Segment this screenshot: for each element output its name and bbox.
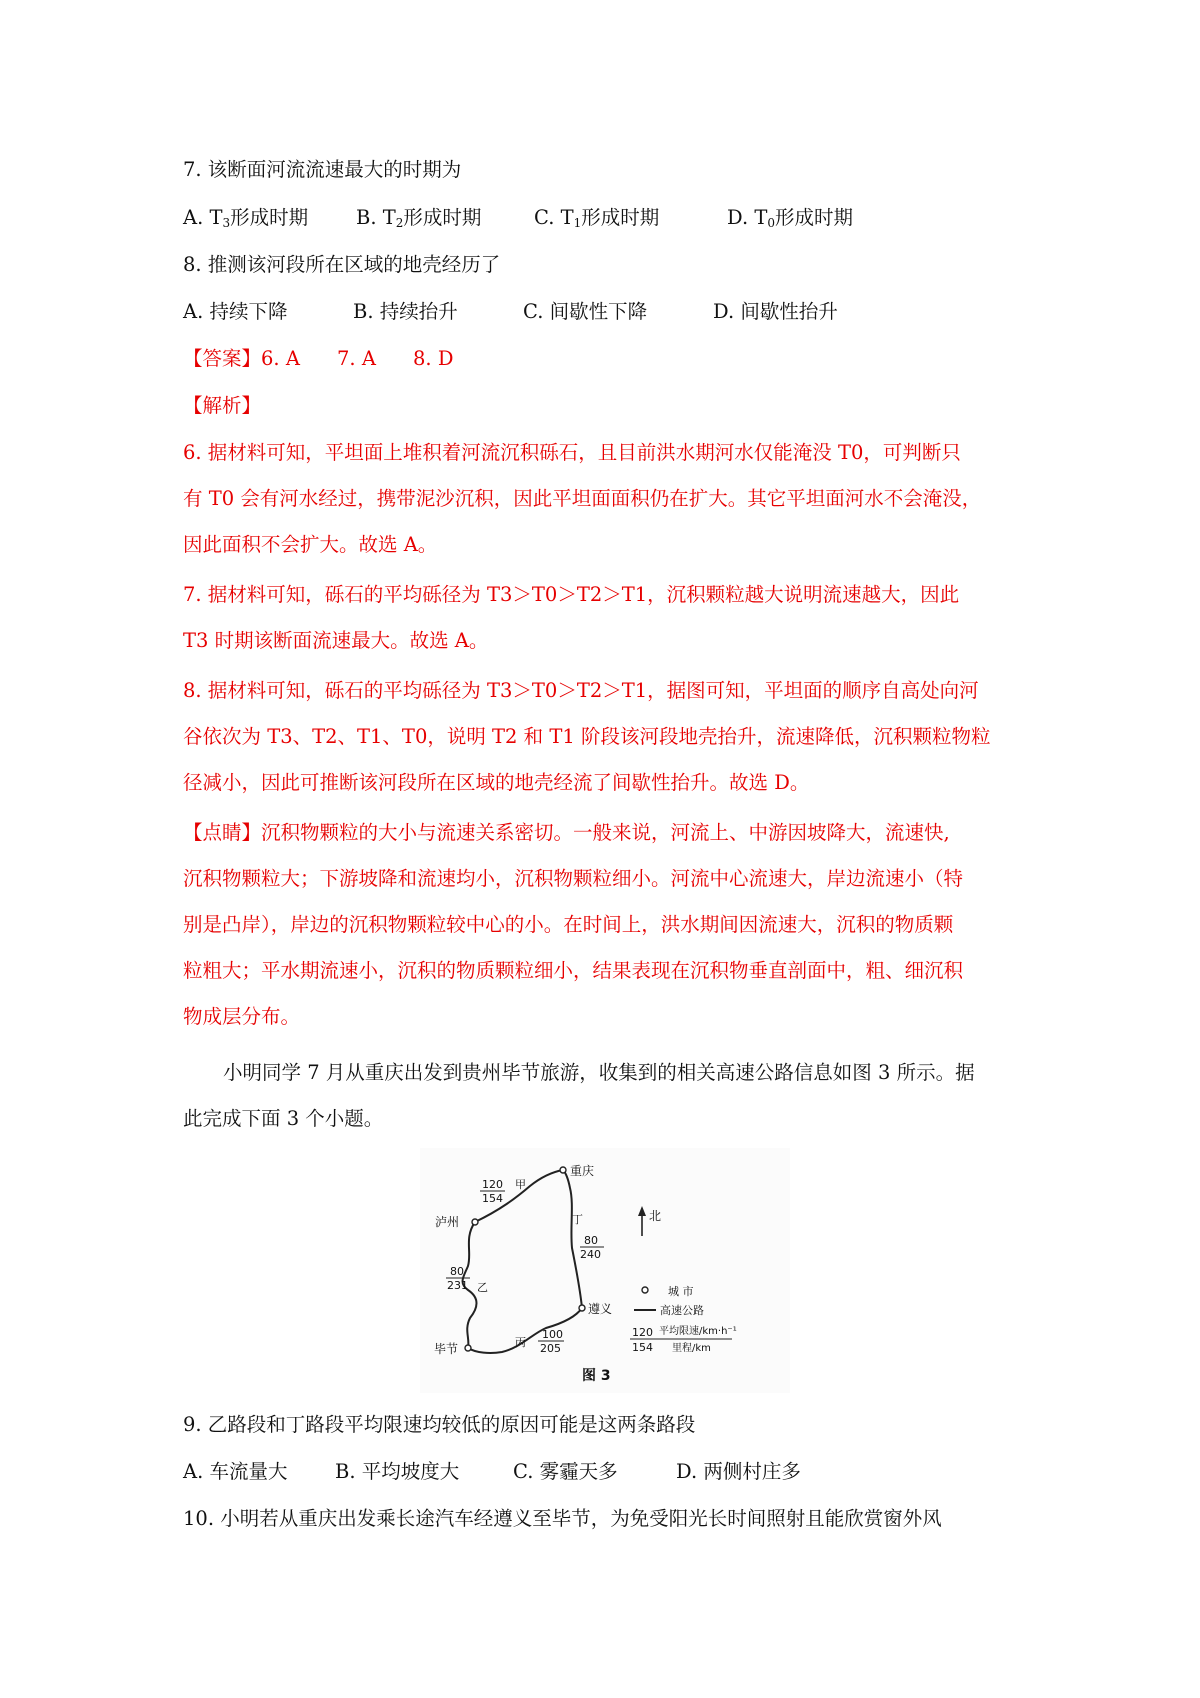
city-luzhou-marker: [472, 1219, 478, 1225]
answer-label: 【答案】: [183, 347, 262, 370]
question-9-stem: 9. 乙路段和丁路段平均限速均较低的原因可能是这两条路段: [183, 1413, 696, 1436]
option-b: B. 平均坡度大: [335, 1460, 460, 1483]
option-d: D. 两侧村庄多: [676, 1460, 801, 1483]
option-b: B. 持续抬升: [353, 300, 458, 323]
segment-jia-speed: 120: [482, 1178, 503, 1191]
question-7-stem: 7. 该断面河流流速最大的时期为: [183, 158, 462, 181]
segment-bing-speed: 100: [542, 1328, 563, 1341]
question-7-options: [183, 206, 853, 235]
legend-city-label: 城 市: [668, 1285, 694, 1298]
option-c: C. 间歇性下降: [523, 300, 648, 323]
north-label: 北: [649, 1209, 662, 1223]
analysis-7: 7. 据材料可知，砾石的平均砾径为 T3＞T0＞T2＞T1，沉积颗粒越大说明流速越大，因此 T3 时期该断面流速最大。故选 A。: [183, 583, 960, 652]
city-zunyi-marker: [579, 1305, 585, 1311]
city-chongqing-marker: [560, 1167, 566, 1173]
figure-caption: 图 3: [582, 1368, 611, 1384]
question-10-stem: 10. 小明若从重庆出发乘长途汽车经遵义至毕节，为免受阳光长时间照射且能欣赏窗外风: [183, 1507, 942, 1530]
legend-distance-label: 里程/km: [672, 1343, 711, 1354]
question-8-options: [183, 300, 838, 324]
segment-jia-name: 甲: [515, 1178, 526, 1191]
city-bijie-label: 毕节: [434, 1342, 459, 1356]
segment-yi-name: 乙: [477, 1281, 488, 1294]
analysis-label: 【解析】: [183, 394, 262, 417]
tip-label: 【点睛】: [183, 821, 262, 844]
option-d: D. 间歇性抬升: [713, 300, 838, 323]
option-a: A. 车流量大: [183, 1460, 288, 1483]
highway-map: [420, 1148, 790, 1393]
analysis-6: 6. 据材料可知，平坦面上堆积着河流沉积砾石，且目前洪水期河水仅能淹没 T0，可判断只 有 T0 会有河水经过，携带泥沙沉积，因此平坦面面积仍在扩大。其它平坦面河水不会淹没， 因此面积不会扩大。故选 A。: [183, 441, 982, 556]
question-8-stem: 8. 推测该河段所在区域的地壳经历了: [183, 253, 501, 276]
tip-paragraph: 【点睛】沉积物颗粒的大小与流速关系密切。一般来说，河流上、中游因坡降大，流速快, 沉积物颗粒大；下游坡降和流速均小，沉积物颗粒细小。河流中心流速大，岸边流速小（特 别是凸岸），岸边的沉积物颗粒较中心的小。在时间上，洪水期间因流速大，沉积的物质颗 粒粗大；平水期流速小，沉积的物质颗粒细小，结果表现在沉积物垂直剖面中，粗、细沉积 物成层分布。: [183, 821, 964, 1028]
legend-sample-speed: 120: [632, 1326, 653, 1339]
figure-3-map: [420, 1148, 790, 1393]
city-zunyi-label: 遵义: [588, 1302, 613, 1316]
answer-line: [183, 347, 453, 371]
option-d: D. $T_0$形成时期: [727, 206, 853, 230]
segment-bing-distance: 205: [540, 1342, 561, 1355]
analysis-8: 8. 据材料可知，砾石的平均砾径为 T3＞T0＞T2＞T1，据图可知，平坦面的顺序自高处向河 谷依次为 T3、T2、T1、T0，说明 T2 和 T1 阶段该河段地壳抬升，流速降低，沉积颗粒物粒 径减小，因此可推断该河段所在区域的地壳经流了间歇性抬升。故选 D。: [183, 679, 991, 794]
city-chongqing-label: 重庆: [570, 1164, 595, 1178]
city-luzhou-label: 泸州: [435, 1215, 460, 1229]
legend-highway-label: 高速公路: [660, 1304, 704, 1317]
option-c: C. $T_1$形成时期: [534, 206, 660, 230]
legend-speed-label: 平均限速/km·h⁻¹: [659, 1326, 737, 1337]
legend-city-icon: [642, 1287, 648, 1293]
segment-bing-name: 丙: [515, 1336, 526, 1349]
segment-yi-distance: 231: [447, 1279, 468, 1292]
segment-ding-speed: 80: [584, 1234, 598, 1247]
segment-ding-name: 丁: [572, 1213, 583, 1226]
option-a: A. 持续下降: [183, 300, 288, 323]
option-c: C. 雾霾天多: [513, 1460, 618, 1483]
map-background: [420, 1148, 790, 1393]
city-bijie-marker: [465, 1345, 471, 1351]
option-b: B. $T_2$形成时期: [356, 206, 482, 230]
segment-ding-distance: 240: [580, 1248, 601, 1261]
segment-yi-speed: 80: [450, 1265, 464, 1278]
intro-paragraph: 小明同学 7 月从重庆出发到贵州毕节旅游，收集到的相关高速公路信息如图 3 所示。据 此完成下面 3 个小题。: [183, 1061, 975, 1130]
answer-8: 8. D: [413, 347, 454, 370]
legend-sample-distance: 154: [632, 1341, 653, 1354]
answer-6: 6. A: [261, 347, 300, 370]
question-9-options: [183, 1460, 801, 1484]
answer-7: 7. A: [337, 347, 376, 370]
segment-jia-distance: 154: [482, 1192, 503, 1205]
option-a: A. $T_3$形成时期: [183, 206, 309, 230]
